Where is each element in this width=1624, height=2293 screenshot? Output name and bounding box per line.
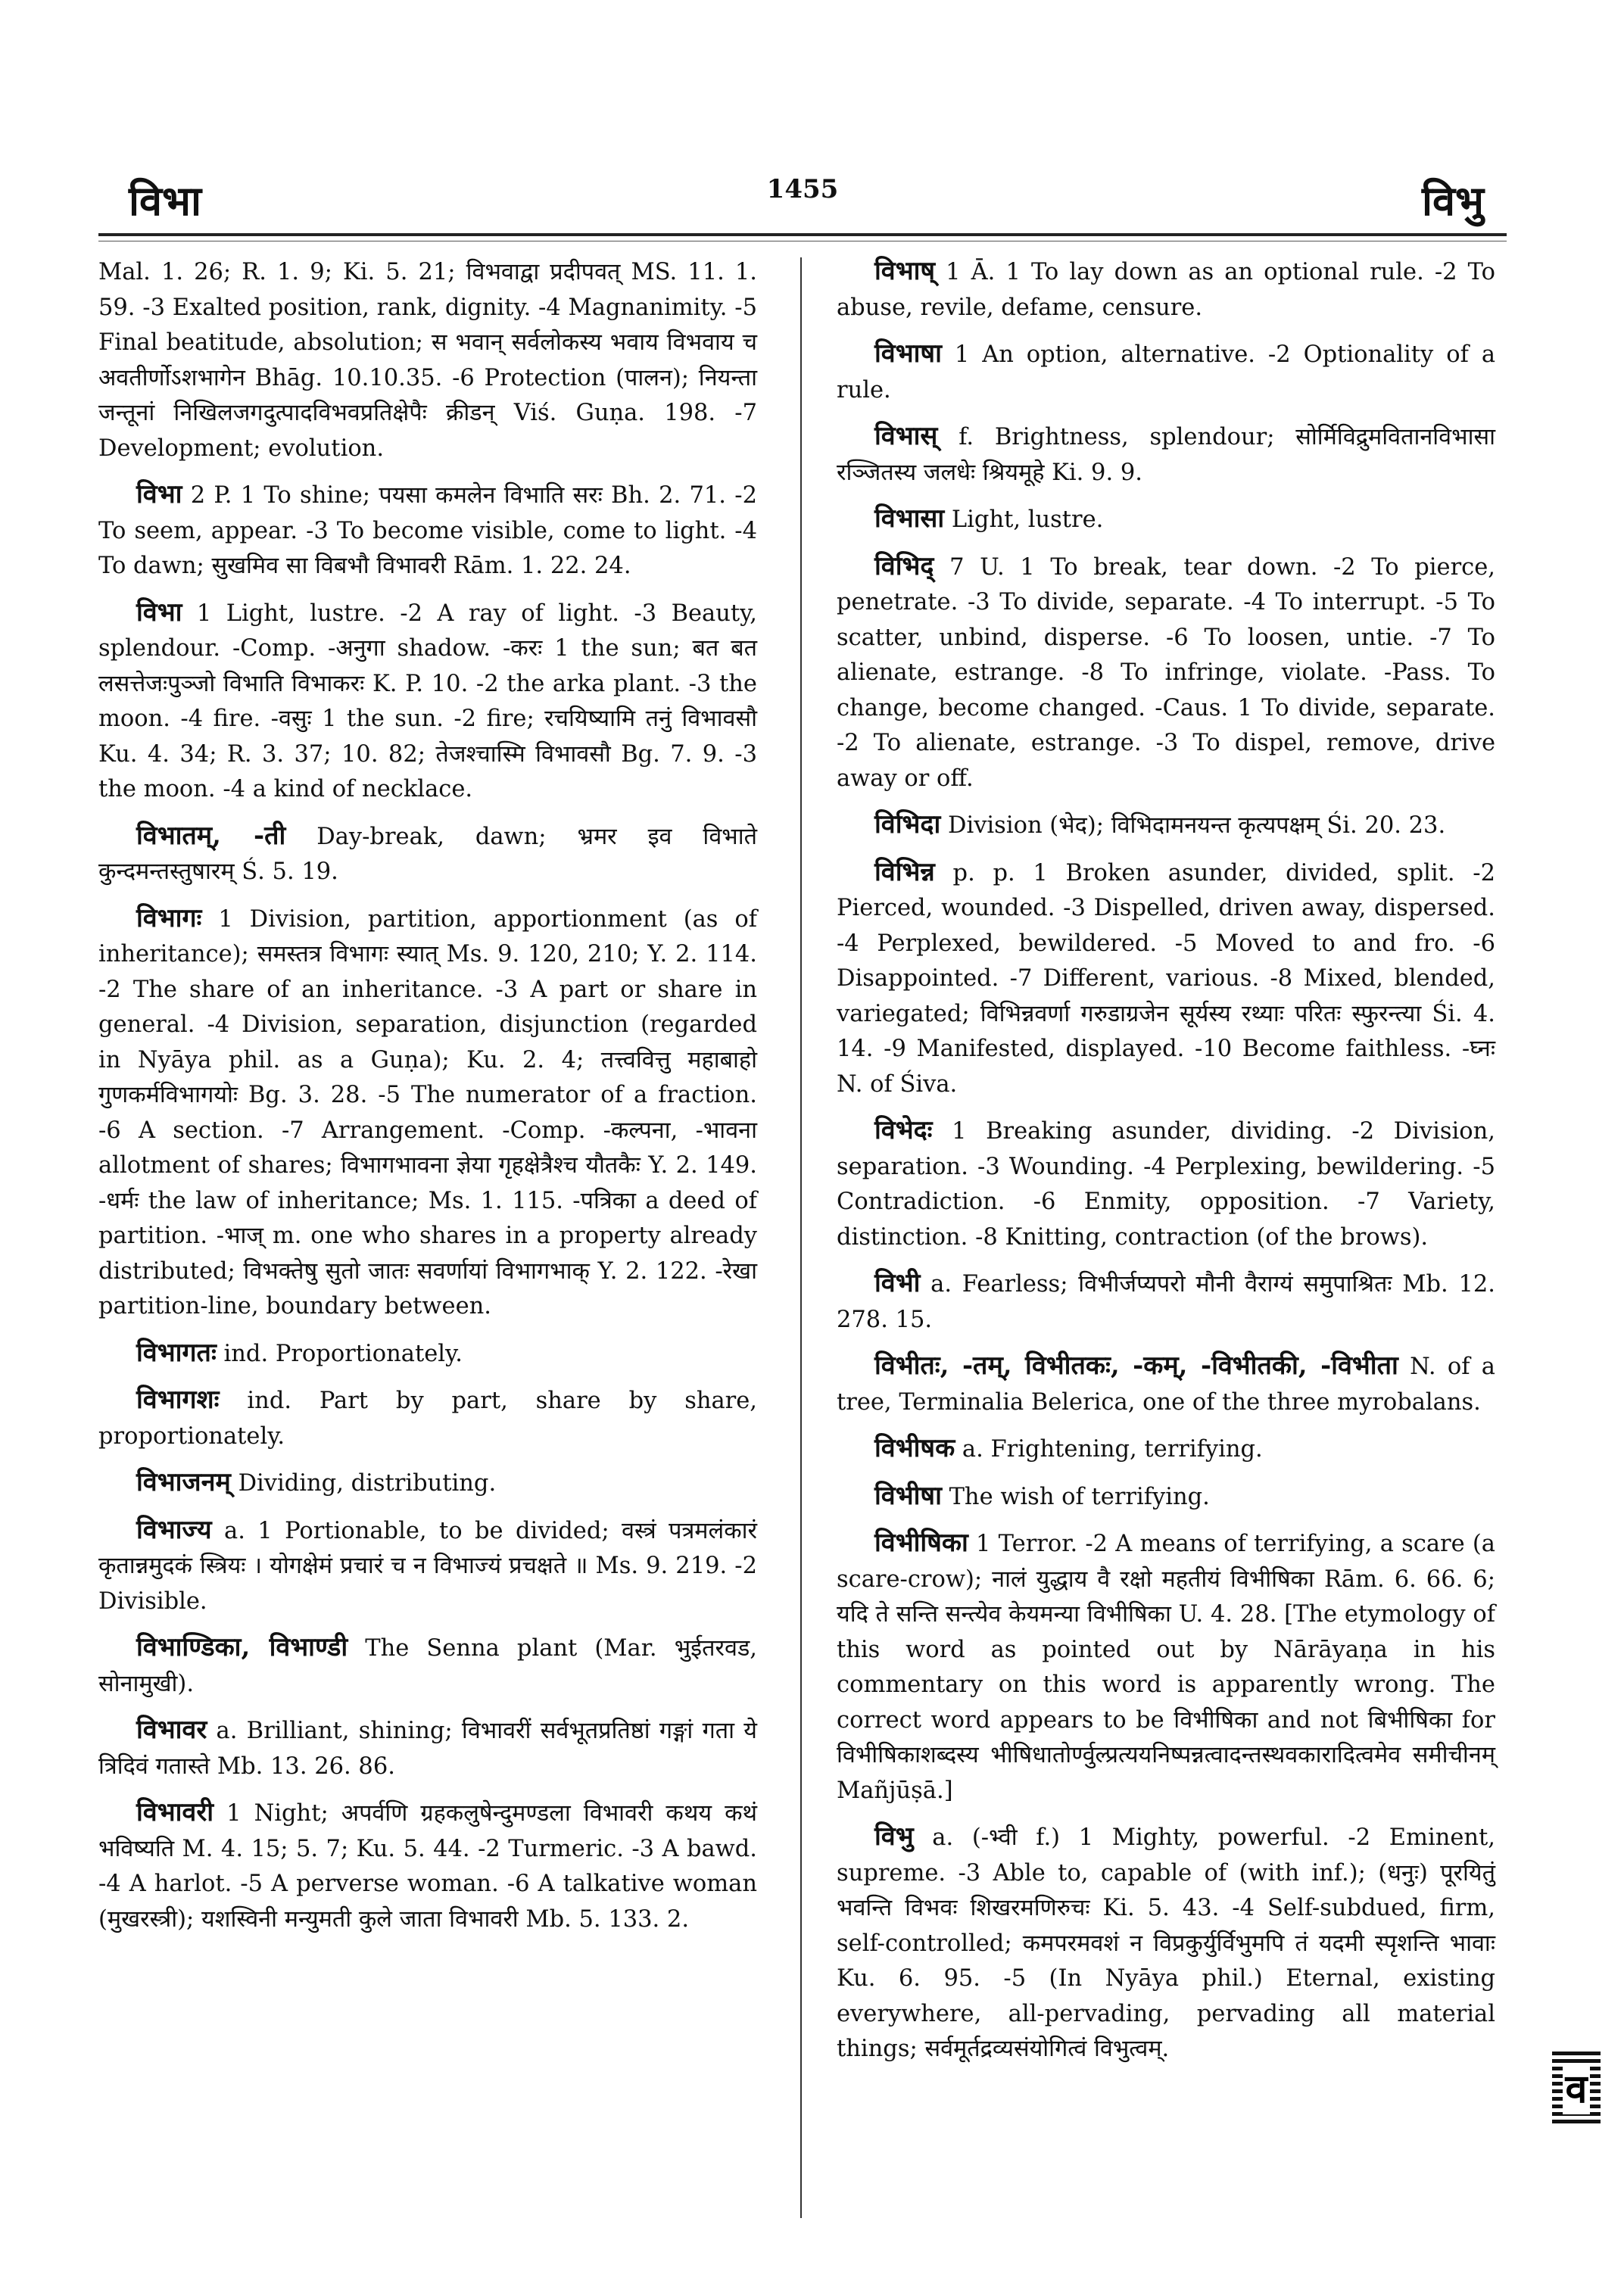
entry-text: 1 An option, alternative. -2 Optionality of a rule. <box>837 341 1496 403</box>
page-number: 1455 <box>766 174 839 204</box>
entry-text: Mal. 1. 26; R. 1. 9; Ki. 5. 21; विभवाद्वा प्रदीपवत् MS. 11. 1. 59. -3 Exalted position, rank, dignity. -4 Magnanimity. -5 Final beatitude, absolution; स भवान् सर्वलोकस्य भवाय विभवाय च अवतीर्णोऽशभागेन Bhāg. 10.10.35. -6 Protection (पालन); नियन्ता जन्तूनां निखिलजगदुत्पादविभवप्रतिक्षेपैः क्रीडन् Viś. Guṇa. 198. -7 Development; evolution. <box>98 259 757 462</box>
column-divider <box>800 257 802 2218</box>
entry-text: Dividing, distributing. <box>238 1470 497 1497</box>
entry-text: The wish of terrifying. <box>949 1483 1210 1510</box>
dictionary-entry <box>837 1431 1495 1468</box>
dictionary-entry <box>837 336 1495 408</box>
dictionary-entry <box>837 1348 1495 1420</box>
dictionary-entry <box>98 477 757 584</box>
entry-headword: विभेदः <box>874 1115 933 1145</box>
dictionary-entry <box>837 855 1495 1103</box>
dictionary-entry <box>837 254 1495 326</box>
entry-text: Division (भेद); विभिदामनयन्त कृत्यपक्षम् Śi. 20. 23. <box>947 812 1446 839</box>
entry-headword: विभावर <box>136 1715 207 1745</box>
dictionary-entry <box>98 1382 757 1454</box>
entry-text: Light, lustre. <box>951 506 1104 533</box>
dictionary-entry <box>98 595 757 808</box>
dictionary-entry <box>837 1525 1495 1809</box>
entry-headword: विभिद् <box>874 550 934 581</box>
entry-headword: विभावरी <box>136 1797 214 1827</box>
entry-headword: विभी <box>874 1268 921 1298</box>
header-rule-thick <box>98 233 1507 236</box>
dictionary-entry <box>837 419 1495 491</box>
dictionary-entry <box>837 549 1495 797</box>
entry-headword: विभाषा <box>874 338 942 369</box>
entry-headword: विभागतः <box>136 1337 217 1368</box>
entry-headword: विभातम्, -ती <box>136 820 286 851</box>
entry-text: p. p. 1 Broken asunder, divided, split. -2 Pierced, wounded. -3 Dispelled, driven away, dispersed. -4 Perplexed, bewildered. -5 Moved to and fro. -6 Disappointed. -7 Different, various. -8 Mixed, blended, variegated; विभिन्नवर्णा गरुडाग्रजेन सूर्यस्य रथ्याः परितः स्फुरन्त्या Śi. 4. 14. -9 Manifested, displayed. -10 Become faithless. -घ्नः N. of Śiva. <box>837 859 1496 1098</box>
entry-headword: विभिदा <box>874 809 941 840</box>
entry-headword: विभीषक <box>874 1433 955 1463</box>
entry-text: 7 U. 1 To break, tear down. -2 To pierce, penetrate. -3 To divide, separate. -4 To interrupt. -5 To scatter, unbind, disperse. -6 To loosen, untie. -7 To alienate, estrange. -8 To infringe, violate. -Pass. To change, become changed. -Caus. 1 To divide, separate. -2 To alienate, estrange. -3 To dispel, remove, drive away or off. <box>837 553 1495 792</box>
dictionary-entry <box>98 1712 757 1784</box>
entry-headword: विभाण्डिका, विभाण्डी <box>136 1632 348 1662</box>
entry-headword: विभास् <box>874 421 938 451</box>
entry-text: 1 Division, partition, apportionment (as of inheritance); समस्तत्र विभागः स्यात् Ms. 9. 120, 210; Y. 2. 114. -2 The share of an inheritance. -3 A part or share in general. -4 Division, separation, disjunction (regarded in Nyāya phil. as a Guṇa); Ku. 2. 4; तत्त्ववित्तु महाबाहो गुणकर्मविभागयोः Bg. 3. 28. -5 The numerator of a fraction. -6 A section. -7 Arrangement. -Comp. -कल्पना, -भावना allotment of shares; विभागभावना ज्ञेया गृहक्षेत्रैश्च यौतकैः Y. 2. 149. -धर्मः the law of inheritance; Ms. 1. 115. -पत्रिका a deed of partition. -भाज् m. one who shares in a property already distributed; विभक्तेषु सुतो जातः सवर्णायां विभागभाक् Y. 2. 122. -रेखा partition-line, boundary between. <box>98 905 757 1319</box>
entry-text: 1 Terror. -2 A means of terrifying, a scare (a scare-crow); नालं युद्धाय वै रक्षो महतीयं विभीषिका Rām. 6. 66. 6; यदि ते सन्ति सन्त्येव केयमन्या विभीषिका U. 4. 28. [The etymology of this word as pointed out by Nārāyaṇa in his commentary on this word is apparently wrong. The correct word appears to be विभीषिका and not बिभीषिका for विभीषिकाशब्दस्य भीषिधातोर्ण्वुल्प्रत्ययनिष्पन्नत्वादन्तस्थवकारादित्वमेव समीचीनम् Mañjūṣā.] <box>837 1531 1495 1804</box>
entry-text: 1 Ā. 1 To lay down as an optional rule. -2 To abuse, revile, defame, censure. <box>837 259 1495 321</box>
entry-headword: विभाजनम् <box>136 1467 231 1497</box>
dictionary-entry <box>837 501 1495 538</box>
left-column <box>98 254 757 1948</box>
entry-headword: विभाष् <box>874 256 936 286</box>
header-left-guide-word: विभा <box>129 176 201 225</box>
dictionary-entry <box>98 818 757 890</box>
dictionary-entry <box>837 1819 1495 2067</box>
entry-text: f. Brightness, splendour; सोर्मिविद्रुमवितानविभासा रञ्जितस्य जलधेः श्रियमूहे Ki. 9. 9. <box>837 424 1495 486</box>
dictionary-entry <box>98 1335 757 1372</box>
entry-text: 1 Night; अपर्वणि ग्रहकलुषेन्दुमण्डला विभावरी कथय कथं भविष्यति M. 4. 15; 5. 7; Ku. 5. 44. -2 Turmeric. -3 A bawd. -4 A harlot. -5 A perverse woman. -6 A talkative woman (मुखरस्त्री); यशस्विनी मन्युमती कुले जाता विभावरी Mb. 5. 133. 2. <box>98 1800 758 1933</box>
entry-text: Day-break, dawn; भ्रमर इव विभाते कुन्दमन्तस्तुषारम् Ś. 5. 19. <box>98 823 757 885</box>
thumb-index-tab <box>1552 2052 1601 2127</box>
header-right-guide-word: विभु <box>1422 176 1484 225</box>
dictionary-entry <box>98 254 757 466</box>
dictionary-entry <box>837 1266 1495 1338</box>
dictionary-entry <box>837 1113 1495 1255</box>
page-header <box>98 159 1507 227</box>
entry-headword: विभागः <box>136 902 202 933</box>
entry-headword: विभाज्य <box>136 1514 212 1545</box>
entry-headword: विभीषा <box>874 1480 942 1511</box>
entry-headword: विभा <box>136 479 182 509</box>
entry-headword: विभागशः <box>136 1385 220 1415</box>
entry-text: ind. Part by part, share by share, proportionately. <box>98 1388 757 1450</box>
entry-headword: विभीषिका <box>874 1528 968 1558</box>
entry-headword: विभा <box>136 597 182 628</box>
entry-text: 2 P. 1 To shine; पयसा कमलेन विभाति सरः Bh. 2. 71. -2 To seem, appear. -3 To become visible, come to light. -4 To dawn; सुखमिव सा विबभौ विभावरी Rām. 1. 22. 24. <box>98 482 757 579</box>
entry-text: a. (-भ्वी f.) 1 Mighty, powerful. -2 Eminent, supreme. -3 Able to, capable of (with inf.); (धनुः) पूरयितुं भवन्ति विभवः शिखरमणिरुचः Ki. 5. 43. -4 Self-subdued, firm, self-controlled; कमपरमवशं न विप्रकुर्युर्विभुमपि तं यदमी स्पृशन्ति भावाः Ku. 6. 95. -5 (In Nyāya phil.) Eternal, existing everywhere, all-pervading, pervading all material things; सर्वमूर्तद्रव्यसंयोगित्वं विभुत्वम्. <box>837 1824 1496 2062</box>
entry-text: a. Frightening, terrifying. <box>962 1436 1263 1463</box>
entry-text: The Senna plant (Mar. भुईतरवड, सोनामुखी). <box>98 1635 757 1697</box>
dictionary-entry <box>837 807 1495 844</box>
entry-text: a. Brilliant, shining; विभावरीं सर्वभूतप्रतिष्ठां गङ्गां गता ये त्रिदिवं गतास्ते Mb. 13. 26. 86. <box>98 1718 757 1780</box>
dictionary-entry <box>98 1465 757 1502</box>
entry-headword: विभु <box>874 1821 914 1852</box>
thumb-index-letter: व <box>1563 2064 1591 2114</box>
dictionary-entry <box>98 1795 757 1937</box>
entry-text: N. of a tree, Terminalia Belerica, one of the three myrobalans. <box>837 1354 1495 1416</box>
dictionary-entry <box>837 1478 1495 1516</box>
dictionary-entry <box>98 901 757 1325</box>
entry-text: 1 Breaking asunder, dividing. -2 Division, separation. -3 Wounding. -4 Perplexing, bewildering. -5 Contradiction. -6 Enmity, opposition. -7 Variety, distinction. -8 Knitting, contraction (of the brows). <box>837 1118 1495 1251</box>
entry-text: 1 Light, lustre. -2 A ray of light. -3 Beauty, splendour. -Comp. -अनुगा shadow. -करः 1 the sun; बत बत लसत्तेजःपुञ्जो विभाति विभाकरः K. P. 10. -2 the arka plant. -3 the moon. -4 fire. -वसुः 1 the sun. -2 fire; रचयिष्यामि तनुं विभावसौ Ku. 4. 34; R. 3. 37; 10. 82; तेजश्चास्मि विभावसौ Bg. 7. 9. -3 the moon. -4 a kind of necklace. <box>98 600 757 802</box>
entry-text: a. Fearless; विभीर्जप्यपरो मौनी वैराग्यं समुपाश्रितः Mb. 12. 278. 15. <box>837 1271 1495 1333</box>
entry-headword: विभीतः, -तम्, विभीतकः, -कम्, -विभीतकी, -विभीता <box>874 1351 1398 1381</box>
entry-text: a. 1 Portionable, to be divided; वस्त्रं पत्रमलंकारं कृतान्नमुदकं स्त्रियः । योगक्षेमं प्रचारं च न विभाज्यं प्रचक्षते ॥ Ms. 9. 219. -2 Divisible. <box>98 1517 758 1615</box>
entry-text: ind. Proportionately. <box>223 1340 463 1367</box>
right-column <box>837 254 1495 2078</box>
entry-headword: विभिन्न <box>874 856 935 887</box>
entry-headword: विभासा <box>874 503 945 534</box>
dictionary-entry <box>98 1513 757 1620</box>
dictionary-entry <box>98 1630 757 1702</box>
